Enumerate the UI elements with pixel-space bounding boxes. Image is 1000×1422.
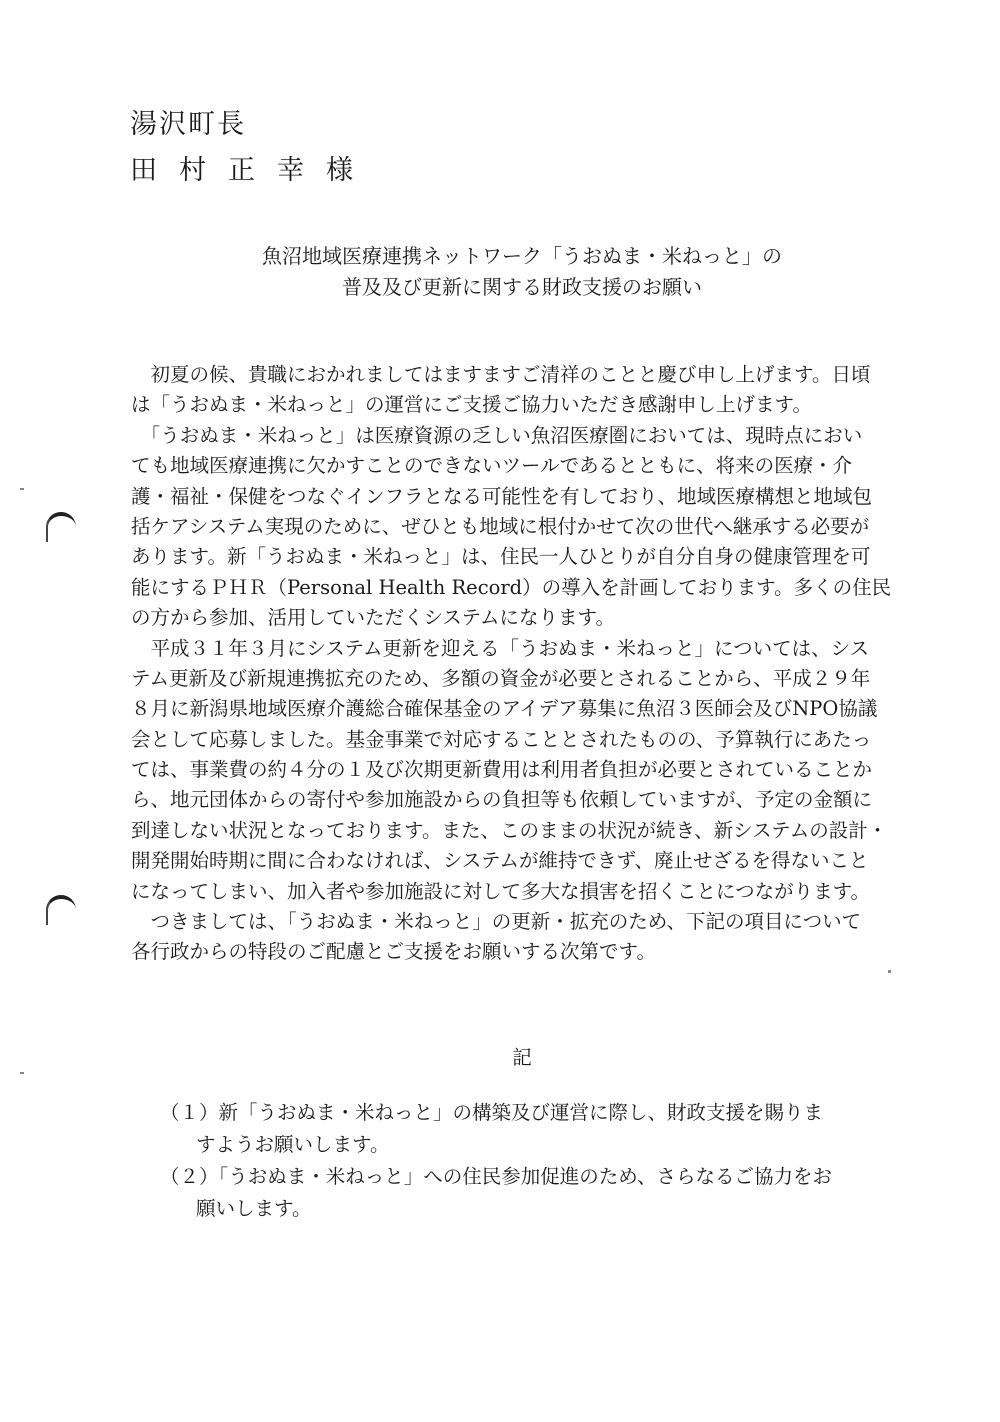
body-line: ら、地元団体からの寄付や参加施設からの負担等も依頼していますが、予定の金額に (131, 788, 873, 812)
body-line: 会として応募しました。基金事業で対応することとされたものの、予算執行にあたっ (131, 727, 872, 751)
punch-hole-mark (46, 895, 76, 925)
body-line: テム更新及び新規連携拡充のため、多額の資金が必要とされることから、平成２９年 (131, 666, 871, 690)
body-line: 開発開始時期に間に合わなければ、システムが維持できず、廃止せざるを得ないこと (131, 849, 869, 873)
request-items (160, 1097, 860, 1225)
body-line: あります。新「うおぬま・米ねっと」は、住民一人ひとりが自分自身の健康管理を可 (131, 545, 871, 569)
body-line: 括ケアシステム実現のために、ぜひとも地域に根付かせて次の世代へ継承する必要が (131, 514, 870, 538)
letter-title-line-1: 魚沼地域医療連携ネットワーク「うおぬま・米ねっと」の (262, 244, 782, 268)
body-line: 護・福祉・保健をつなぐインフラとなる可能性を有しており、地域医療構想と地域包 (131, 484, 873, 508)
scan-speck (888, 970, 891, 973)
body-line: 平成３１年３月にシステム更新を迎える「うおぬま・米ねっと」については、シス (131, 636, 870, 660)
addressee-name (130, 148, 375, 187)
letter-title-line-2: 普及及び更新に関する財政支援のお願い (342, 275, 702, 299)
body-line: ても地域医療連携に欠かすことのできないツールであるとともに、将来の医療・介 (131, 454, 853, 478)
body-line: 到達しない状況となっております。また、このままの状況が続き、新システムの設計・ (131, 818, 888, 842)
body-line: ８月に新潟県地域医療介護総合確保基金のアイデア募集に魚沼３医師会及びNPO協議 (131, 697, 878, 721)
request-item-2-line-1: （２）「うおぬま・米ねっと」への住民参加促進のため、さらなるご協力をお (160, 1165, 832, 1188)
addressee-honorific: 様 (326, 155, 375, 186)
addressee-person: 田村正幸 (130, 155, 326, 186)
request-item-2-line-2: 願いします。 (196, 1197, 312, 1220)
ki-heading: 記 (512, 1046, 532, 1069)
scan-speck (20, 488, 24, 490)
addressee-org: 湯沢町長 (130, 109, 246, 140)
body-line: の方から参加、活用していただくシステムになります。 (131, 606, 615, 630)
request-item-1-line-1: （１）新「うおぬま・米ねっと」の構築及び運営に際し、財政支援を賜りま (160, 1101, 824, 1124)
letter-body (131, 360, 901, 968)
body-line: になってしまい、加入者や参加施設に対して多大な損害を招くことにつながります。 (131, 879, 871, 903)
body-line: 「うおぬま・米ねっと」は医療資源の乏しい魚沼医療圏においては、現時点におい (131, 423, 863, 447)
body-line: は「うおぬま・米ねっと」の運営にご支援ご協力いただき感謝申し上げます。 (131, 393, 812, 417)
body-line: 各行政からの特段のご配慮とご支援をお願いする次第です。 (131, 940, 656, 964)
request-item-1-line-2: すようお願いします。 (196, 1133, 390, 1156)
body-line: つきましては、「うおぬま・米ねっと」の更新・拡充のため、下記の項目について (131, 910, 862, 934)
scan-speck (20, 1072, 24, 1074)
body-line: ては、事業費の約４分の１及び次期更新費用は利用者負担が必要とされていることか (131, 758, 873, 782)
body-line: 初夏の候、貴職におかれましてはますますご清祥のことと慶び申し上げます。日頃 (131, 363, 871, 386)
body-line: 能にするＰＨＲ（Personal Health Record）の導入を計画しております。多くの住民 (131, 575, 892, 599)
punch-hole-mark (46, 512, 76, 542)
